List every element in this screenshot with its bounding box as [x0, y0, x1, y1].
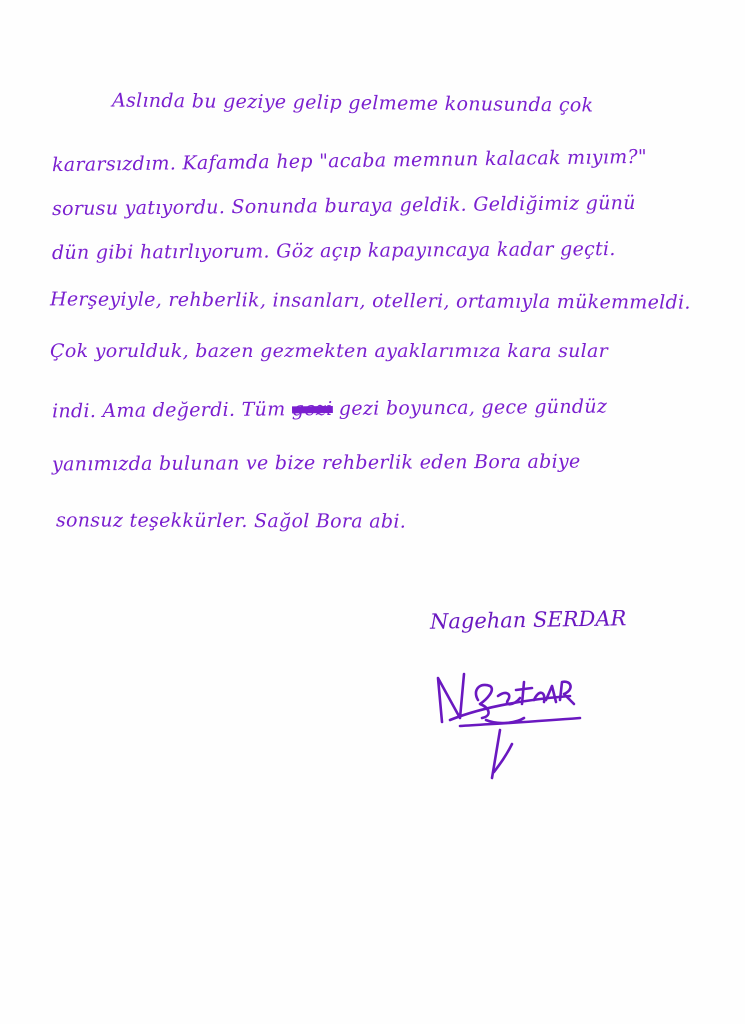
- signer-name: Nagehan SERDAR: [429, 606, 627, 634]
- letter-line: sonsuz teşekkürler. Sağol Bora abi.: [55, 509, 407, 533]
- letter-line: dün gibi hatırlıyorum. Göz açıp kapayıncaya kadar geçti.: [51, 238, 616, 264]
- letter-line: sorusu yatıyordu. Sonunda buraya geldik. Geldiğimiz günü: [51, 191, 636, 221]
- letter-line: kararsızdım. Kafamda hep "acaba memnun kalacak mıyım?": [51, 145, 648, 177]
- letter-line: [52, 396, 607, 423]
- letter-line: yanımızda bulunan ve bize rehberlik eden Bora abiye: [51, 450, 581, 476]
- struck-out-word: gezi: [291, 397, 333, 421]
- handwritten-signature: [420, 660, 610, 800]
- letter-line-end: gezi boyunca, gece gündüz: [338, 395, 608, 420]
- letter-line-start: indi. Ama değerdi. Tüm: [51, 398, 286, 423]
- letter-line: Çok yorulduk, bazen gezmekten ayaklarımıza kara sular: [50, 340, 609, 362]
- letter-line: Herşeyiyle, rehberlik, insanları, otelleri, ortamıyla mükemmeldi.: [49, 288, 691, 314]
- letter-line: Aslında bu geziye gelip gelmeme konusunda çok: [111, 89, 594, 117]
